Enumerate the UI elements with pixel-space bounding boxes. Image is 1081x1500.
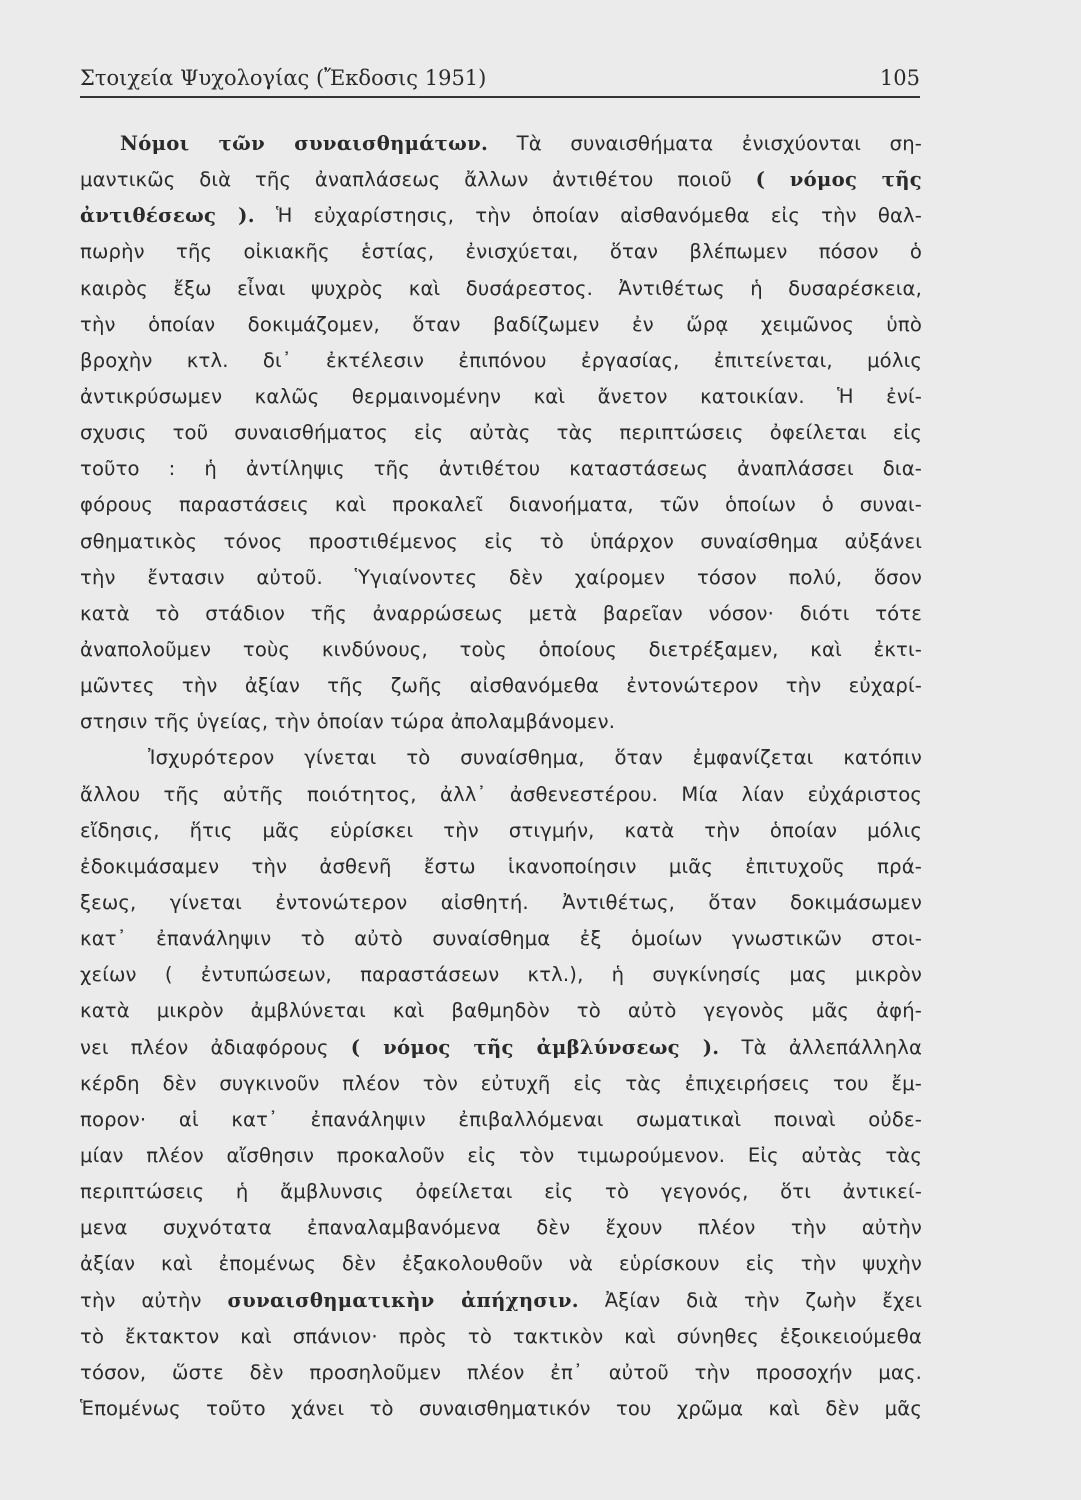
- text-segment: κατὰ τὸ στάδιον τῆς ἀναρρώσεως μετὰ βαρεῖαν νόσον· διότι τότε: [80, 601, 922, 625]
- text-line: [80, 1210, 922, 1246]
- text-line: [80, 1319, 922, 1355]
- bold-term: Νόμοι τῶν συναισθημάτων.: [120, 132, 489, 155]
- bold-term: ( νόμος τῆς ἀμβλύνσεως ).: [350, 1035, 720, 1059]
- text-segment: μίαν πλέον αἴσθησιν προκαλοῦν εἰς τὸν τιμωρούμενον. Εἰς αὐτὰς τὰς: [80, 1143, 922, 1167]
- text-line: [80, 1066, 922, 1102]
- text-line: [80, 560, 922, 596]
- body-text: [80, 126, 922, 1427]
- text-line: [80, 343, 922, 379]
- text-line: [80, 379, 922, 415]
- text-line: [80, 1138, 922, 1174]
- text-segment: βροχὴν κτλ. δι᾽ ἐκτέλεσιν ἐπιπόνου ἐργασίας, ἐπιτείνεται, μόλις: [80, 348, 922, 372]
- text-line: [80, 777, 922, 813]
- bold-term: ἀντιθέσεως ).: [80, 204, 255, 228]
- text-segment: φόρους παραστάσεις καὶ προκαλεῖ διανοήματα, τῶν ὁποίων ὁ συναι-: [80, 493, 922, 517]
- running-header: [80, 66, 920, 98]
- text-line: [80, 198, 922, 234]
- text-line: [80, 849, 922, 885]
- text-line: [80, 451, 922, 487]
- text-segment: Τὰ συναισθήματα ἐνισχύονται ση-: [488, 132, 922, 155]
- text-line: [80, 307, 922, 343]
- text-segment: πωρὴν τῆς οἰκιακῆς ἑστίας, ἐνισχύεται, ὅταν βλέπωμεν πόσον ὁ: [80, 240, 922, 264]
- text-segment: τόσον, ὥστε δὲν προσηλοῦμεν πλέον ἐπ᾽ αὐτοῦ τὴν προσοχήν μας.: [80, 1360, 922, 1384]
- text-line: [80, 885, 922, 921]
- text-segment: τὴν ἔντασιν αὐτοῦ. Ὑγιαίνοντες δὲν χαίρομεν τόσον πολύ, ὅσον: [80, 565, 922, 589]
- text-segment: Ἀξίαν διὰ τὴν ζωὴν ἔχει: [578, 1288, 922, 1312]
- text-line: [80, 668, 922, 704]
- text-segment: Ἡ εὐχαρίστησις, τὴν ὁποίαν αἰσθανόμεθα εἰς τὴν θαλ-: [254, 204, 922, 228]
- text-line: [80, 632, 922, 668]
- text-segment: τὴν αὐτὴν: [80, 1288, 228, 1312]
- text-line: [80, 596, 922, 632]
- text-segment: περιπτώσεις ἡ ἄμβλυνσις ὀφείλεται εἰς τὸ γεγονός, ὅτι ἀντικεί-: [80, 1180, 922, 1204]
- text-line: [80, 957, 922, 993]
- text-line: [80, 813, 922, 849]
- text-line: [80, 415, 922, 451]
- running-title: Στοιχεία Ψυχολογίας (Ἔκδοσις 1951): [80, 66, 487, 90]
- text-line: [80, 1174, 922, 1210]
- text-line: [80, 1391, 922, 1427]
- text-line: [80, 740, 922, 776]
- text-segment: τὸ ἔκτακτον καὶ σπάνιον· πρὸς τὸ τακτικὸν καὶ σύνηθες ἐξοικειούμεθα: [80, 1324, 922, 1348]
- text-line: [80, 271, 922, 307]
- text-line: [80, 1102, 922, 1138]
- text-segment: χείων ( ἐντυπώσεων, παραστάσεων κτλ.), ἡ συγκίνησίς μας μικρὸν: [80, 963, 922, 987]
- text-segment: καιρὸς ἔξω εἶναι ψυχρὸς καὶ δυσάρεστος. Ἀντιθέτως ἡ δυσαρέσκεια,: [80, 276, 922, 300]
- text-segment: μαντικῶς διὰ τῆς ἀναπλάσεως ἄλλων ἀντιθέτου ποιοῦ: [80, 168, 756, 192]
- text-segment: ξεως, γίνεται ἐντονώτερον αἰσθητή. Ἀντιθέτως, ὅταν δοκιμάσωμεν: [80, 890, 922, 914]
- text-segment: τοῦτο : ἡ ἀντίληψις τῆς ἀντιθέτου καταστάσεως ἀναπλάσσει δια-: [80, 457, 922, 481]
- text-line: [80, 1355, 922, 1391]
- text-segment: κατ᾽ ἐπανάληψιν τὸ αὐτὸ συναίσθημα ἐξ ὁμοίων γνωστικῶν στοι-: [80, 927, 922, 951]
- text-segment: Ἰσχυρότερον γίνεται τὸ συναίσθημα, ὅταν ἐμφανίζεται κατόπιν: [148, 746, 922, 770]
- text-segment: Ἑπομένως τοῦτο χάνει τὸ συναισθηματικόν του χρῶμα καὶ δὲν μᾶς: [80, 1396, 922, 1420]
- bold-term: ( νόμος τῆς: [755, 168, 923, 192]
- text-segment: πορον· αἱ κατ᾽ ἐπανάληψιν ἐπιβαλλόμεναι σωματικαὶ ποιναὶ οὐδε-: [80, 1107, 922, 1131]
- text-segment: σθηματικὸς τόνος προστιθέμενος εἰς τὸ ὑπάρχον συναίσθημα αὐξάνει: [80, 529, 922, 553]
- text-line: [80, 704, 922, 740]
- text-line: [80, 1030, 922, 1066]
- text-line: [80, 921, 922, 957]
- bold-term: συναισθηματικὴν ἀπήχησιν.: [227, 1288, 579, 1312]
- text-segment: εἴδησις, ἥτις μᾶς εὑρίσκει τὴν στιγμήν, κατὰ τὴν ὁποίαν μόλις: [80, 818, 922, 842]
- page-number: 105: [879, 66, 920, 90]
- text-segment: τὴν ὁποίαν δοκιμάζομεν, ὅταν βαδίζωμεν ἐν ὥρᾳ χειμῶνος ὑπὸ: [80, 312, 922, 336]
- text-line: [80, 234, 922, 270]
- text-segment: στησιν τῆς ὑγείας, τὴν ὁποίαν τώρα ἀπολαμβάνομεν.: [80, 710, 616, 734]
- text-segment: ἀξίαν καὶ ἐπομένως δὲν ἐξακολουθοῦν νὰ εὑρίσκουν εἰς τὴν ψυχὴν: [80, 1252, 922, 1276]
- text-segment: κατὰ μικρὸν ἀμβλύνεται καὶ βαθμηδὸν τὸ αὐτὸ γεγονὸς μᾶς ἀφή-: [80, 999, 922, 1023]
- text-line: [80, 524, 922, 560]
- text-line: [80, 1246, 922, 1282]
- text-segment: σχυσις τοῦ συναισθήματος εἰς αὐτὰς τὰς περιπτώσεις ὀφείλεται εἰς: [80, 421, 922, 445]
- text-segment: νει πλέον ἀδιαφόρους: [80, 1035, 351, 1059]
- text-segment: ἐδοκιμάσαμεν τὴν ἀσθενῆ ἔστω ἱκανοποίησιν μιᾶς ἐπιτυχοῦς πρά-: [80, 854, 922, 878]
- text-segment: ἀντικρύσωμεν καλῶς θερμαινομένην καὶ ἄνετον κατοικίαν. Ἡ ἐνί-: [80, 384, 922, 408]
- text-segment: Τὰ ἀλλεπάλληλα: [719, 1035, 923, 1059]
- text-line: [80, 162, 922, 198]
- text-line: [80, 487, 922, 523]
- text-line: [80, 993, 922, 1029]
- text-segment: μῶντες τὴν ἀξίαν τῆς ζωῆς αἰσθανόμεθα ἐντονώτερον τὴν εὐχαρί-: [80, 674, 922, 698]
- text-line: [80, 1283, 922, 1319]
- text-segment: κέρδη δὲν συγκινοῦν πλέον τὸν εὐτυχῆ εἰς τὰς ἐπιχειρήσεις του ἔμ-: [80, 1071, 922, 1095]
- text-segment: ἄλλου τῆς αὐτῆς ποιότητος, ἀλλ᾽ ἀσθενεστέρου. Μία λίαν εὐχάριστος: [80, 782, 922, 806]
- text-segment: μενα συχνότατα ἐπαναλαμβανόμενα δὲν ἔχουν πλέον τὴν αὐτὴν: [80, 1216, 922, 1240]
- text-line: [80, 126, 922, 162]
- text-segment: ἀναπολοῦμεν τοὺς κινδύνους, τοὺς ὁποίους διετρέξαμεν, καὶ ἐκτι-: [80, 637, 922, 661]
